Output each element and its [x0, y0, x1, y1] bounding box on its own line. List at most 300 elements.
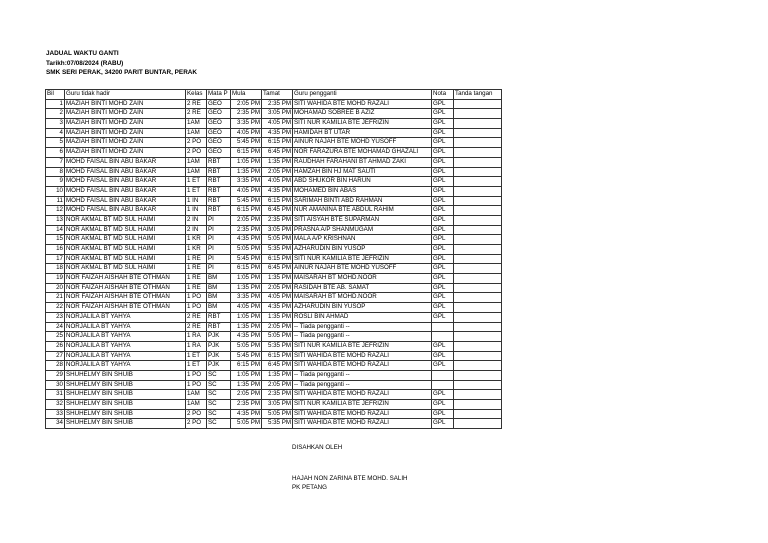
bil-cell: 1	[46, 99, 65, 109]
guru-tidak-hadir-cell: SHUHELMY BIN SHUIB	[65, 400, 186, 410]
mata-pelajaran-cell: SC	[207, 419, 231, 429]
document-header	[46, 49, 197, 78]
guru-pengganti-cell: MAISARAH BT MOHD.NOOR	[293, 293, 432, 303]
kelas-cell: 1AM	[186, 400, 207, 410]
tanda-tangan-cell	[454, 361, 502, 371]
guru-tidak-hadir-cell: NOR FAIZAH AISHAH BTE OTHMAN	[65, 303, 186, 313]
bil-cell: 32	[46, 400, 65, 410]
kelas-cell: 1 RA	[186, 332, 207, 342]
guru-tidak-hadir-cell: MOHD FAISAL BIN ABU BAKAR	[65, 177, 186, 187]
guru-tidak-hadir-cell: NORJALILA BT YAHYA	[65, 351, 186, 361]
mata-pelajaran-cell: RBT	[207, 157, 231, 167]
tanda-tangan-cell	[454, 235, 502, 245]
guru-pengganti-cell: HAMIDAH BT UTAR	[293, 128, 432, 138]
guru-pengganti-cell: SITI WAHIDA BTE MOHD RAZALI	[293, 99, 432, 109]
bil-cell: 8	[46, 167, 65, 177]
table-row	[46, 370, 502, 380]
tamat-cell: 3:05 PM	[262, 400, 293, 410]
nota-cell: GPL	[432, 157, 454, 167]
nota-cell: GPL	[432, 225, 454, 235]
tanda-tangan-cell	[454, 177, 502, 187]
guru-tidak-hadir-cell: NORJALILA BT YAHYA	[65, 361, 186, 371]
mata-pelajaran-cell: PI	[207, 254, 231, 264]
table-row	[46, 186, 502, 196]
tanda-tangan-cell	[454, 409, 502, 419]
bil-cell: 23	[46, 312, 65, 322]
kelas-cell: 1 PO	[186, 303, 207, 313]
guru-pengganti-cell: -- Tiada pengganti --	[293, 322, 432, 332]
table-row	[46, 157, 502, 167]
bil-cell: 10	[46, 186, 65, 196]
tamat-cell: 1:35 PM	[262, 274, 293, 284]
table-row	[46, 274, 502, 284]
tanda-tangan-cell	[454, 109, 502, 119]
guru-pengganti-cell: NOR FARAZURA BTE MOHAMAD GHAZALI	[293, 148, 432, 158]
mula-cell: 4:35 PM	[231, 332, 262, 342]
kelas-cell: 2 PO	[186, 138, 207, 148]
guru-pengganti-cell: SITI WAHIDA BTE MOHD RAZALI	[293, 390, 432, 400]
bil-cell: 21	[46, 293, 65, 303]
guru-tidak-hadir-cell: MOHD FAISAL BIN ABU BAKAR	[65, 167, 186, 177]
tanda-tangan-cell	[454, 225, 502, 235]
table-row	[46, 167, 502, 177]
bil-cell: 14	[46, 225, 65, 235]
table-row	[46, 128, 502, 138]
tanda-tangan-cell	[454, 245, 502, 255]
kelas-cell: 1 ET	[186, 351, 207, 361]
mula-cell: 5:45 PM	[231, 196, 262, 206]
guru-tidak-hadir-cell: SHUHELMY BIN SHUIB	[65, 390, 186, 400]
kelas-cell: 1 RE	[186, 264, 207, 274]
tanda-tangan-cell	[454, 322, 502, 332]
guru-tidak-hadir-cell: MAZIAH BINTI MOHD ZAIN	[65, 109, 186, 119]
guru-pengganti-cell: SITI AISYAH BTE SUPARMAN	[293, 215, 432, 225]
bil-cell: 24	[46, 322, 65, 332]
nota-cell: GPL	[432, 148, 454, 158]
tanda-tangan-cell	[454, 332, 502, 342]
kelas-cell: 2 PO	[186, 148, 207, 158]
mula-cell: 4:05 PM	[231, 303, 262, 313]
mata-pelajaran-cell: RBT	[207, 312, 231, 322]
guru-pengganti-cell: SITI NUR KAMILIA BTE JEFRIZIN	[293, 400, 432, 410]
mula-cell: 1:05 PM	[231, 157, 262, 167]
table-row	[46, 409, 502, 419]
guru-pengganti-cell: SITI WAHIDA BTE MOHD RAZALI	[293, 409, 432, 419]
guru-tidak-hadir-cell: NOR AKMAL BT MD SUL HAIMI	[65, 215, 186, 225]
nota-cell: GPL	[432, 186, 454, 196]
tamat-cell: 2:05 PM	[262, 322, 293, 332]
bil-cell: 9	[46, 177, 65, 187]
guru-pengganti-cell: -- Tiada pengganti --	[293, 370, 432, 380]
kelas-cell: 1 RA	[186, 341, 207, 351]
tamat-cell: 4:35 PM	[262, 186, 293, 196]
bil-cell: 20	[46, 283, 65, 293]
tanda-tangan-cell	[454, 254, 502, 264]
table-row	[46, 283, 502, 293]
guru-tidak-hadir-cell: MAZIAH BINTI MOHD ZAIN	[65, 119, 186, 129]
tanda-tangan-cell	[454, 186, 502, 196]
mula-cell: 6:15 PM	[231, 206, 262, 216]
mata-pelajaran-cell: PI	[207, 235, 231, 245]
guru-tidak-hadir-cell: NOR FAIZAH AISHAH BTE OTHMAN	[65, 293, 186, 303]
tamat-cell: 2:35 PM	[262, 390, 293, 400]
mula-cell: 3:35 PM	[231, 293, 262, 303]
signatory-title: PK PETANG	[292, 484, 327, 491]
guru-pengganti-cell: HAMZAH BIN HJ MAT SAUTI	[293, 167, 432, 177]
guru-pengganti-cell: MAISARAH BT MOHD.NOOR	[293, 274, 432, 284]
tanda-tangan-cell	[454, 128, 502, 138]
guru-tidak-hadir-cell: NOR AKMAL BT MD SUL HAIMI	[65, 254, 186, 264]
mata-pelajaran-cell: RBT	[207, 206, 231, 216]
bil-cell: 22	[46, 303, 65, 313]
tamat-cell: 2:05 PM	[262, 167, 293, 177]
nota-cell	[432, 370, 454, 380]
guru-tidak-hadir-cell: MAZIAH BINTI MOHD ZAIN	[65, 148, 186, 158]
bil-cell: 26	[46, 341, 65, 351]
nota-cell: GPL	[432, 138, 454, 148]
column-header-mula: Mula	[231, 90, 262, 100]
mata-pelajaran-cell: PJK	[207, 332, 231, 342]
mata-pelajaran-cell: SC	[207, 380, 231, 390]
guru-tidak-hadir-cell: NORJALILA BT YAHYA	[65, 341, 186, 351]
mata-pelajaran-cell: RBT	[207, 177, 231, 187]
guru-pengganti-cell: RASIDAH BTE AB. SAMAT	[293, 283, 432, 293]
kelas-cell: 1AM	[186, 390, 207, 400]
tamat-cell: 5:35 PM	[262, 419, 293, 429]
bil-cell: 18	[46, 264, 65, 274]
nota-cell: GPL	[432, 177, 454, 187]
nota-cell	[432, 332, 454, 342]
mata-pelajaran-cell: SC	[207, 400, 231, 410]
mula-cell: 3:35 PM	[231, 119, 262, 129]
nota-cell: GPL	[432, 167, 454, 177]
mata-pelajaran-cell: RBT	[207, 167, 231, 177]
mula-cell: 2:05 PM	[231, 390, 262, 400]
tanda-tangan-cell	[454, 215, 502, 225]
table-row	[46, 148, 502, 158]
kelas-cell: 1AM	[186, 119, 207, 129]
table-row	[46, 303, 502, 313]
tamat-cell: 3:05 PM	[262, 109, 293, 119]
mula-cell: 3:35 PM	[231, 177, 262, 187]
tanda-tangan-cell	[454, 370, 502, 380]
mula-cell: 5:05 PM	[231, 419, 262, 429]
table-row	[46, 245, 502, 255]
tamat-cell: 1:35 PM	[262, 370, 293, 380]
guru-pengganti-cell: AZHARUDIN BIN YUSOP	[293, 245, 432, 255]
guru-tidak-hadir-cell: MOHD FAISAL BIN ABU BAKAR	[65, 157, 186, 167]
tamat-cell: 4:35 PM	[262, 303, 293, 313]
guru-tidak-hadir-cell: NOR AKMAL BT MD SUL HAIMI	[65, 245, 186, 255]
nota-cell: GPL	[432, 283, 454, 293]
tamat-cell: 6:45 PM	[262, 264, 293, 274]
table-row	[46, 196, 502, 206]
mula-cell: 5:05 PM	[231, 341, 262, 351]
tamat-cell: 5:05 PM	[262, 235, 293, 245]
mula-cell: 5:05 PM	[231, 245, 262, 255]
guru-tidak-hadir-cell: MOHD FAISAL BIN ABU BAKAR	[65, 196, 186, 206]
kelas-cell: 1 KR	[186, 245, 207, 255]
document-date: Tarikh:07/08/2024 (RABU)	[46, 59, 124, 67]
table-row	[46, 351, 502, 361]
table-row	[46, 322, 502, 332]
mula-cell: 5:45 PM	[231, 138, 262, 148]
kelas-cell: 1 KR	[186, 235, 207, 245]
mata-pelajaran-cell: RBT	[207, 196, 231, 206]
mula-cell: 2:35 PM	[231, 109, 262, 119]
nota-cell: GPL	[432, 109, 454, 119]
kelas-cell: 2 RE	[186, 312, 207, 322]
tamat-cell: 2:05 PM	[262, 380, 293, 390]
guru-pengganti-cell: MOHAMED BIN ABAS	[293, 186, 432, 196]
tamat-cell: 2:35 PM	[262, 99, 293, 109]
mata-pelajaran-cell: SC	[207, 370, 231, 380]
bil-cell: 29	[46, 370, 65, 380]
mula-cell: 2:05 PM	[231, 215, 262, 225]
tamat-cell: 4:05 PM	[262, 177, 293, 187]
tanda-tangan-cell	[454, 400, 502, 410]
tanda-tangan-cell	[454, 283, 502, 293]
guru-pengganti-cell: MOHAMAD SOBREE B AZIZ	[293, 109, 432, 119]
tamat-cell: 2:35 PM	[262, 215, 293, 225]
mula-cell: 2:35 PM	[231, 400, 262, 410]
tanda-tangan-cell	[454, 341, 502, 351]
mula-cell: 1:35 PM	[231, 322, 262, 332]
mula-cell: 6:15 PM	[231, 361, 262, 371]
tamat-cell: 6:45 PM	[262, 361, 293, 371]
kelas-cell: 1 ET	[186, 361, 207, 371]
guru-pengganti-cell: SITI WAHIDA BTE MOHD RAZALI	[293, 351, 432, 361]
bil-cell: 12	[46, 206, 65, 216]
mata-pelajaran-cell: GEO	[207, 128, 231, 138]
tanda-tangan-cell	[454, 390, 502, 400]
mula-cell: 5:45 PM	[231, 254, 262, 264]
guru-pengganti-cell: SITI WAHIDA BTE MOHD RAZALI	[293, 361, 432, 371]
bil-cell: 15	[46, 235, 65, 245]
guru-tidak-hadir-cell: NORJALILA BT YAHYA	[65, 332, 186, 342]
mula-cell: 4:05 PM	[231, 128, 262, 138]
table-row	[46, 215, 502, 225]
nota-cell: GPL	[432, 361, 454, 371]
kelas-cell: 1 PO	[186, 370, 207, 380]
mula-cell: 6:15 PM	[231, 148, 262, 158]
bil-cell: 16	[46, 245, 65, 255]
guru-pengganti-cell: PRASNA A/P SHANMUGAM	[293, 225, 432, 235]
guru-pengganti-cell: NUR AMANINA BTE ABDUL RAHIM	[293, 206, 432, 216]
guru-tidak-hadir-cell: MAZIAH BINTI MOHD ZAIN	[65, 99, 186, 109]
bil-cell: 33	[46, 409, 65, 419]
mula-cell: 2:35 PM	[231, 225, 262, 235]
nota-cell: GPL	[432, 293, 454, 303]
table-row	[46, 119, 502, 129]
kelas-cell: 1AM	[186, 128, 207, 138]
nota-cell: GPL	[432, 245, 454, 255]
bil-cell: 11	[46, 196, 65, 206]
kelas-cell: 1 RE	[186, 254, 207, 264]
guru-tidak-hadir-cell: SHUHELMY BIN SHUIB	[65, 409, 186, 419]
mula-cell: 5:45 PM	[231, 351, 262, 361]
mula-cell: 1:05 PM	[231, 370, 262, 380]
tamat-cell: 4:05 PM	[262, 293, 293, 303]
tanda-tangan-cell	[454, 148, 502, 158]
mata-pelajaran-cell: GEO	[207, 138, 231, 148]
school-name: SMK SERI PERAK, 34200 PARIT BUNTAR, PERAK	[46, 69, 198, 77]
mata-pelajaran-cell: BM	[207, 293, 231, 303]
bil-cell: 6	[46, 148, 65, 158]
tamat-cell: 5:05 PM	[262, 332, 293, 342]
kelas-cell: 2 PO	[186, 409, 207, 419]
kelas-cell: 1 ET	[186, 186, 207, 196]
tamat-cell: 3:05 PM	[262, 225, 293, 235]
nota-cell: GPL	[432, 351, 454, 361]
tamat-cell: 6:15 PM	[262, 254, 293, 264]
table-row	[46, 99, 502, 109]
bil-cell: 31	[46, 390, 65, 400]
mata-pelajaran-cell: GEO	[207, 119, 231, 129]
guru-pengganti-cell: ABD SHUKOR BIN HARUN	[293, 177, 432, 187]
tanda-tangan-cell	[454, 293, 502, 303]
nota-cell: GPL	[432, 409, 454, 419]
bil-cell: 2	[46, 109, 65, 119]
tanda-tangan-cell	[454, 157, 502, 167]
bil-cell: 3	[46, 119, 65, 129]
mula-cell: 1:05 PM	[231, 274, 262, 284]
bil-cell: 28	[46, 361, 65, 371]
guru-pengganti-cell: -- Tiada pengganti --	[293, 332, 432, 342]
guru-tidak-hadir-cell: NOR AKMAL BT MD SUL HAIMI	[65, 235, 186, 245]
mula-cell: 6:15 PM	[231, 264, 262, 274]
guru-tidak-hadir-cell: NORJALILA BT YAHYA	[65, 312, 186, 322]
column-header-tanda-tangan: Tanda tangan	[454, 90, 502, 100]
mata-pelajaran-cell: PJK	[207, 361, 231, 371]
table-row	[46, 341, 502, 351]
mata-pelajaran-cell: PJK	[207, 341, 231, 351]
mula-cell: 2:05 PM	[231, 99, 262, 109]
table-row	[46, 312, 502, 322]
tanda-tangan-cell	[454, 138, 502, 148]
bil-cell: 13	[46, 215, 65, 225]
mula-cell: 4:35 PM	[231, 409, 262, 419]
tanda-tangan-cell	[454, 380, 502, 390]
table-row	[46, 177, 502, 187]
tanda-tangan-cell	[454, 312, 502, 322]
tanda-tangan-cell	[454, 274, 502, 284]
nota-cell: GPL	[432, 312, 454, 322]
kelas-cell: 1AM	[186, 167, 207, 177]
kelas-cell: 1 PO	[186, 380, 207, 390]
tanda-tangan-cell	[454, 119, 502, 129]
table-row	[46, 109, 502, 119]
bil-cell: 34	[46, 419, 65, 429]
mata-pelajaran-cell: RBT	[207, 186, 231, 196]
bil-cell: 27	[46, 351, 65, 361]
kelas-cell: 1 IN	[186, 196, 207, 206]
bil-cell: 7	[46, 157, 65, 167]
mata-pelajaran-cell: PI	[207, 225, 231, 235]
table-row	[46, 264, 502, 274]
kelas-cell: 1 RE	[186, 274, 207, 284]
guru-pengganti-cell: RAUDHAH FARAHANI BT AHMAD ZAKI	[293, 157, 432, 167]
guru-pengganti-cell: SITI NUR KAMILIA BTE JEFRIZIN	[293, 119, 432, 129]
bil-cell: 4	[46, 128, 65, 138]
nota-cell: GPL	[432, 400, 454, 410]
column-header-tamat: Tamat	[262, 90, 293, 100]
kelas-cell: 2 RE	[186, 322, 207, 332]
tamat-cell: 4:05 PM	[262, 119, 293, 129]
mata-pelajaran-cell: GEO	[207, 109, 231, 119]
bil-cell: 30	[46, 380, 65, 390]
mata-pelajaran-cell: BM	[207, 303, 231, 313]
tamat-cell: 6:15 PM	[262, 351, 293, 361]
column-header-guru-pengganti: Guru pengganti	[293, 90, 432, 100]
mula-cell: 1:35 PM	[231, 167, 262, 177]
mata-pelajaran-cell: SC	[207, 390, 231, 400]
guru-tidak-hadir-cell: SHUHELMY BIN SHUIB	[65, 380, 186, 390]
guru-tidak-hadir-cell: NORJALILA BT YAHYA	[65, 322, 186, 332]
table-row	[46, 254, 502, 264]
tanda-tangan-cell	[454, 167, 502, 177]
guru-pengganti-cell: SITI WAHIDA BTE MOHD RAZALI	[293, 419, 432, 429]
mula-cell: 1:05 PM	[231, 312, 262, 322]
nota-cell: GPL	[432, 196, 454, 206]
tanda-tangan-cell	[454, 264, 502, 274]
table-row	[46, 400, 502, 410]
nota-cell	[432, 380, 454, 390]
column-header-mata-pelajaran: Mata P	[207, 90, 231, 100]
tanda-tangan-cell	[454, 206, 502, 216]
mata-pelajaran-cell: GEO	[207, 148, 231, 158]
table-row	[46, 293, 502, 303]
table-row	[46, 225, 502, 235]
column-header-nota: Nota	[432, 90, 454, 100]
tamat-cell: 6:45 PM	[262, 148, 293, 158]
guru-pengganti-cell: SARIMAH BINTI ABD RAHMAN	[293, 196, 432, 206]
mula-cell: 4:35 PM	[231, 235, 262, 245]
bil-cell: 25	[46, 332, 65, 342]
tanda-tangan-cell	[454, 303, 502, 313]
mata-pelajaran-cell: GEO	[207, 99, 231, 109]
signatory-name: HAJAH NON ZARINA BTE MOHD. SALIH	[292, 475, 408, 482]
table-body	[46, 99, 502, 428]
bil-cell: 19	[46, 274, 65, 284]
mata-pelajaran-cell: RBT	[207, 322, 231, 332]
nota-cell: GPL	[432, 303, 454, 313]
kelas-cell: 1 IN	[186, 206, 207, 216]
column-header-kelas: Kelas	[186, 90, 207, 100]
mata-pelajaran-cell: PI	[207, 245, 231, 255]
relief-schedule-table	[45, 89, 502, 429]
kelas-cell: 1AM	[186, 157, 207, 167]
tanda-tangan-cell	[454, 351, 502, 361]
tamat-cell: 5:35 PM	[262, 341, 293, 351]
guru-pengganti-cell: SITI NUR KAMILIA BTE JEFRIZIN	[293, 341, 432, 351]
bil-cell: 17	[46, 254, 65, 264]
mula-cell: 4:05 PM	[231, 186, 262, 196]
nota-cell: GPL	[432, 215, 454, 225]
tamat-cell: 2:05 PM	[262, 283, 293, 293]
table-header-row	[46, 90, 502, 100]
column-header-bil: Bil	[46, 90, 65, 100]
guru-tidak-hadir-cell: MAZIAH BINTI MOHD ZAIN	[65, 138, 186, 148]
nota-cell: GPL	[432, 99, 454, 109]
approval-label: DISAHKAN OLEH	[292, 444, 343, 451]
tanda-tangan-cell	[454, 196, 502, 206]
guru-pengganti-cell: AINUR NAJAH BTE MOHD YUSOFF	[293, 264, 432, 274]
guru-tidak-hadir-cell: SHUHELMY BIN SHUIB	[65, 419, 186, 429]
kelas-cell: 1 PO	[186, 293, 207, 303]
table-row	[46, 390, 502, 400]
column-header-guru-tidak-hadir: Guru tidak hadir	[65, 90, 186, 100]
